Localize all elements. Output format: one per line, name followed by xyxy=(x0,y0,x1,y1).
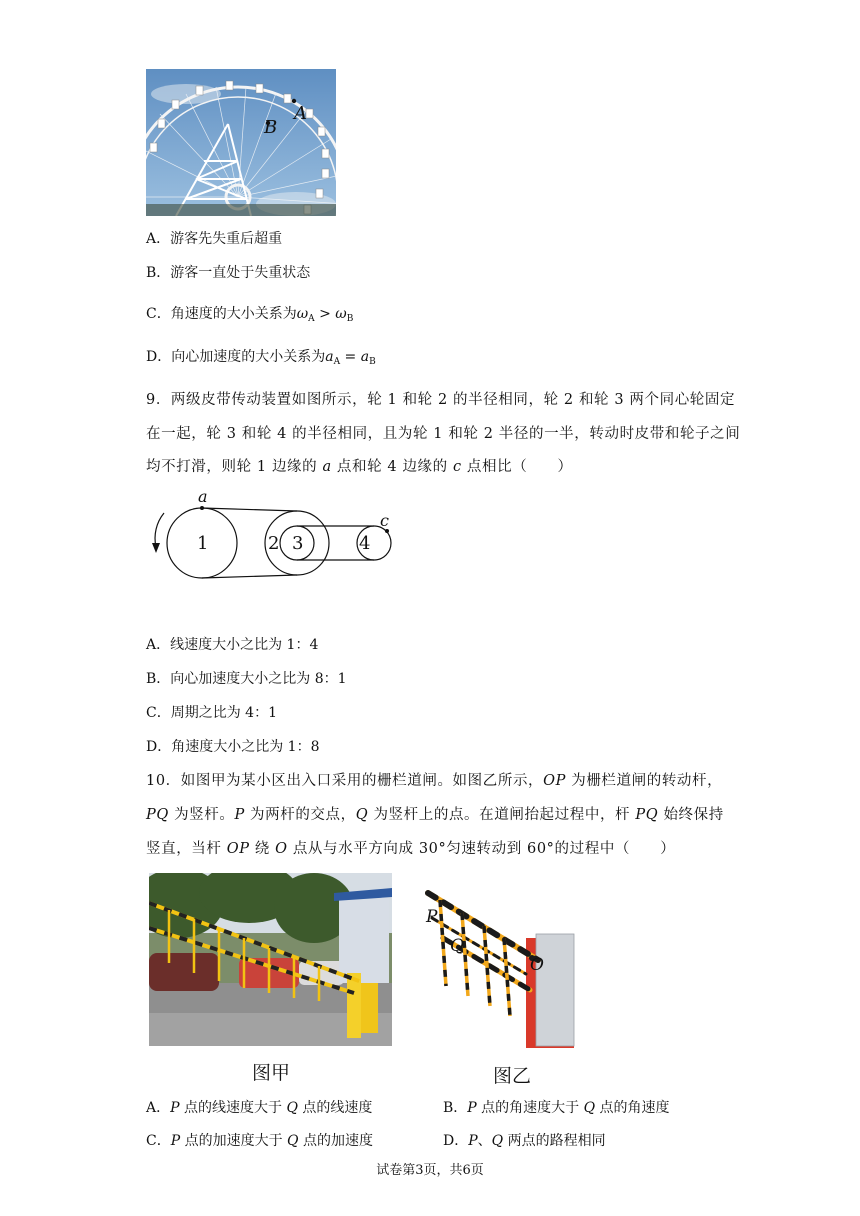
q10-text-part: 为竖杆。 xyxy=(168,807,235,823)
point-a-label: A xyxy=(294,103,307,124)
point-o-label: O xyxy=(530,955,544,975)
option-text: 点的加速度大于 xyxy=(180,1133,288,1149)
omega-symbol: ω xyxy=(296,306,309,322)
var-p: P xyxy=(467,1100,477,1116)
var-pq: PQ xyxy=(635,807,659,823)
var-q: Q xyxy=(491,1133,504,1149)
q9-option-a[interactable]: A．线速度大小之比为 1：4 xyxy=(146,637,319,653)
q8-option-d-text: D．向心加速度的大小关系为 xyxy=(146,349,326,365)
var-p: P xyxy=(170,1100,180,1116)
q10-option-c[interactable] xyxy=(146,1131,373,1151)
wheel-2-label: 2 xyxy=(268,533,280,554)
var-o: O xyxy=(275,841,288,857)
figure-yi-caption: 图乙 xyxy=(493,1065,532,1087)
figure-jia-caption: 图甲 xyxy=(252,1062,291,1084)
wheel-3-label: 3 xyxy=(292,533,304,554)
q8-option-a[interactable]: A．游客先失重后超重 xyxy=(146,231,283,247)
option-text: 两点的路程相同 xyxy=(503,1133,606,1149)
var-op: OP xyxy=(226,841,250,857)
point-a-label: a xyxy=(198,487,208,506)
var-pq: PQ xyxy=(146,807,169,823)
omega-symbol-2: ω xyxy=(335,306,347,322)
q10-stem-line-2 xyxy=(146,805,724,825)
q9-stem-line-1: 9．两级皮带传动装置如图所示，轮 1 和轮 2 的半径相同，轮 2 和轮 3 两个同心轮固定 xyxy=(146,392,736,408)
q9-option-b[interactable]: B．向心加速度大小之比为 8：1 xyxy=(146,671,347,687)
q10-stem-line-1 xyxy=(146,771,722,791)
q10-text-part: 绕 xyxy=(249,841,276,857)
point-c-label: c xyxy=(380,511,389,530)
option-text: 点的加速度 xyxy=(298,1133,373,1149)
q10-stem-line-3 xyxy=(146,839,675,859)
var-q: Q xyxy=(287,1133,299,1149)
subscript-b: B xyxy=(369,357,376,367)
equals-sign: = xyxy=(340,349,361,365)
var-p: P xyxy=(234,807,245,823)
q9-text-part: 点相比（ ） xyxy=(461,459,573,475)
q8-option-b[interactable]: B．游客一直处于失重状态 xyxy=(146,265,311,281)
page-footer: 试卷第3页，共6页 xyxy=(376,1163,484,1178)
barrier-gate-diagram xyxy=(418,878,588,1048)
q9-text-part: 点和轮 4 边缘的 xyxy=(331,459,453,475)
q10-option-d[interactable] xyxy=(443,1131,606,1151)
point-q-label: Q xyxy=(450,936,464,956)
q10-option-a[interactable] xyxy=(146,1098,372,1118)
q9-option-d[interactable]: D．角速度大小之比为 1：8 xyxy=(146,739,320,755)
greater-than: > xyxy=(314,306,336,322)
option-text: 、 xyxy=(477,1133,492,1149)
q9-text-part: 均不打滑，则轮 1 边缘的 xyxy=(146,459,323,475)
point-b-label: B xyxy=(264,117,278,138)
var-c: c xyxy=(452,459,462,475)
q10-text-part: 点从与水平方向成 30°匀速转动到 60°的过程中（ ） xyxy=(287,841,676,857)
q10-text-part: 为两杆的交点， xyxy=(244,807,356,823)
subscript-a: A xyxy=(308,314,315,324)
option-letter: C． xyxy=(146,1133,171,1149)
var-op: OP xyxy=(543,773,567,789)
q8-option-c-text: C．角速度的大小关系为 xyxy=(146,306,297,322)
option-letter: D． xyxy=(443,1133,469,1149)
accel-symbol: a xyxy=(325,349,334,365)
option-letter: A． xyxy=(146,1100,171,1116)
subscript-a: A xyxy=(333,357,341,367)
q10-text-part: 竖直，当杆 xyxy=(146,841,227,857)
q9-option-c[interactable]: C．周期之比为 4：1 xyxy=(146,705,277,721)
var-q: Q xyxy=(355,807,369,823)
q10-text-part: 10．如图甲为某小区出入口采用的栅栏道闸。如图乙所示， xyxy=(146,773,544,789)
q10-option-b[interactable] xyxy=(443,1098,670,1118)
barrier-gate-photo xyxy=(149,873,392,1046)
option-text: 点的角速度大于 xyxy=(476,1100,584,1116)
wheel-1-label: 1 xyxy=(197,533,209,554)
ferris-wheel-photo xyxy=(146,69,336,216)
q8-option-d[interactable] xyxy=(146,347,376,372)
q9-stem-line-3 xyxy=(146,457,573,477)
belt-drive-diagram xyxy=(140,485,400,585)
var-p: P xyxy=(468,1133,478,1149)
var-p: P xyxy=(170,1133,181,1149)
var-q: Q xyxy=(286,1100,298,1116)
q8-option-c[interactable] xyxy=(146,304,353,329)
point-p-label: P xyxy=(426,907,438,927)
option-letter: B． xyxy=(443,1100,468,1116)
option-text: 点的角速度 xyxy=(595,1100,670,1116)
option-text: 点的线速度大于 xyxy=(179,1100,287,1116)
option-text: 点的线速度 xyxy=(297,1100,373,1116)
accel-symbol-2: a xyxy=(360,349,370,365)
q10-text-part: 始终保持 xyxy=(658,807,724,823)
wheel-4-label: 4 xyxy=(359,533,371,554)
q10-text-part: 为栅栏道闸的转动杆， xyxy=(566,773,723,789)
q9-stem-line-2: 在一起，轮 3 和轮 4 的半径相同，且为轮 1 和轮 2 半径的一半，转动时皮带和轮子之间 xyxy=(146,426,741,442)
var-a: a xyxy=(322,459,332,475)
var-q: Q xyxy=(583,1100,596,1116)
q10-text-part: 为竖杆上的点。在道闸抬起过程中，杆 xyxy=(368,807,636,823)
subscript-b: B xyxy=(346,314,354,324)
